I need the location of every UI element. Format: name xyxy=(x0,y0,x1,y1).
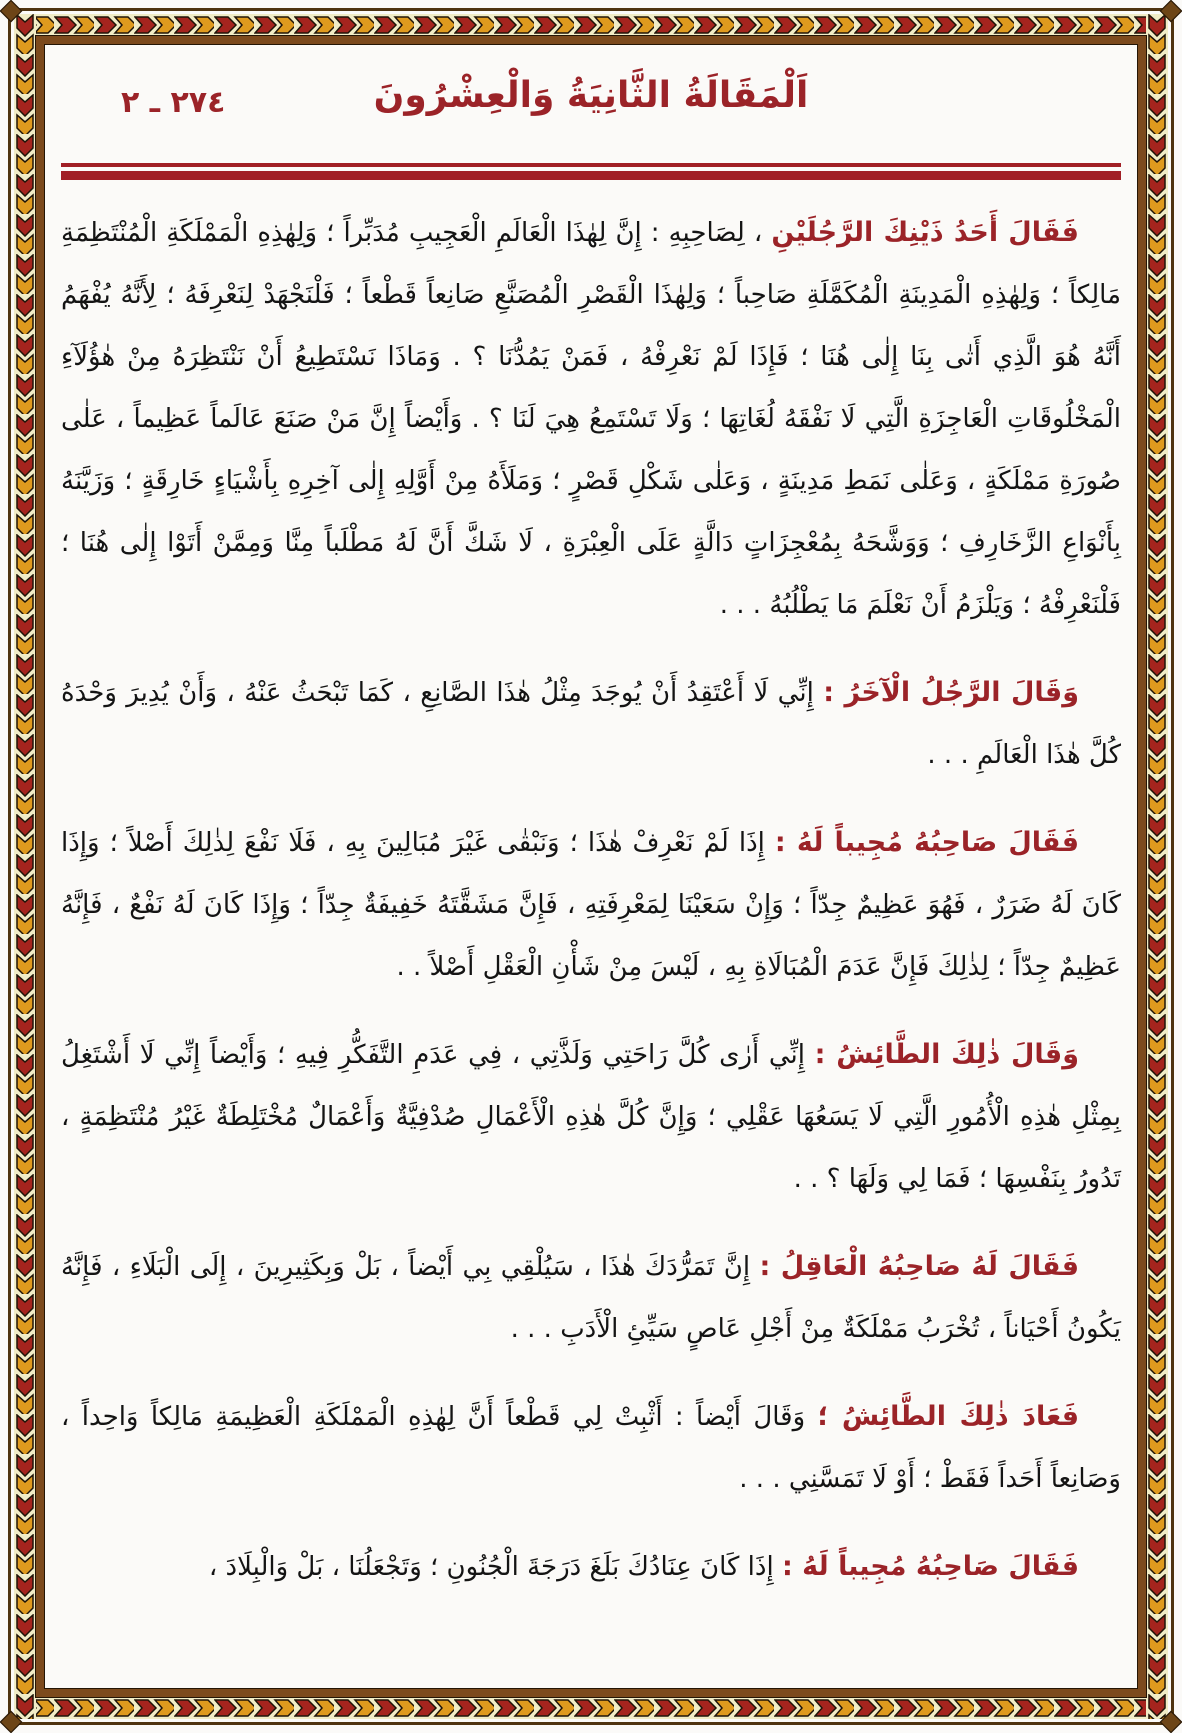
paragraph-text: إِنَّ تَمَرُّدَكَ هٰذَا ، سَيُلْقِي بِي أَيْضاً ، بَلْ وَبِكَثِيرِينَ ، إِلَى الْبَلَاءِ ، فَإِنَّهُ يَكُونُ أَحْيَاناً ، تُخْرَبُ مَمْلَكَةٌ مِنْ أَجْلِ عَاصٍ سَيِّئِ الْأَدَبِ . . . xyxy=(61,1252,1121,1344)
paragraph-lead: وَقَالَ الرَّجُلُ الْآخَرُ : xyxy=(823,677,1080,708)
page-header xyxy=(61,61,1121,157)
paragraph-lead: فَقَالَ صَاحِبُهُ مُجِيباً لَهُ : xyxy=(781,1551,1079,1582)
paragraph-text: إِنِّي أَرٰى كُلَّ رَاحَتِي وَلَذَّتِي ، فِي عَدَمِ التَّفَكُّرِ فِيهِ ؛ وَأَيْضاً إِنِّي لَا أَشْتَغِلُ بِمِثْلِ هٰذِهِ الْأُمُورِ الَّتِي لَا يَسَعُهَا عَقْلِي ؛ وَإِنَّ كُلَّ هٰذِهِ الْأَعْمَالِ صُدْفِيَّةٌ وَأَعْمَالٌ مُخْتَلِطَةٌ غَيْرُ مُنْتَظِمَةٍ ، تَدُورُ بِنَفْسِهَا ؛ فَمَا لِي وَلَهَا ؟ . . xyxy=(61,1040,1121,1194)
border-chain-left xyxy=(14,14,36,1719)
paragraph xyxy=(61,1386,1121,1510)
paragraph-text: إِذَا كَانَ عِنَادُكَ بَلَغَ دَرَجَةَ الْجُنُونِ ؛ وَتَجْعَلُنَا ، بَلْ وَالْبِلَادَ ، xyxy=(208,1552,782,1582)
paragraph-text: إِنِّي لَا أَعْتَقِدُ أَنْ يُوجَدَ مِثْلُ هٰذَا الصَّانِعِ ، كَمَا تَبْحَثُ عَنْهُ ، وَأَنْ يُدِيرَ وَحْدَهُ كُلَّ هٰذَا الْعَالَمِ . . . xyxy=(61,678,1121,770)
border-chain-top xyxy=(14,14,1168,36)
paragraph xyxy=(61,812,1121,998)
paragraph-text: ، لِصَاحِبِهِ : إِنَّ لِهٰذَا الْعَالَمِ الْعَجِيبِ مُدَبِّراً ؛ وَلِهٰذِهِ الْمَمْلَكَةِ الْمُنْتَظِمَةِ مَالِكاً ؛ وَلِهٰذِهِ الْمَدِينَةِ الْمُكَمَّلَةِ صَاحِباً ؛ وَلِهٰذَا الْقَصْرِ الْمُصَنَّعِ صَانِعاً قَطْعاً ؛ فَلْنَجْهَدْ لِنَعْرِفَهُ ؛ لِأَنَّهُ يُفْهَمُ أَنَّهُ هُوَ الَّذِي أَتٰى بِنَا إِلٰى هُنَا ؛ فَإِذَا لَمْ نَعْرِفْهُ ، فَمَنْ يَمُدُّنَا ؟ . وَمَاذَا نَسْتَطِيعُ أَنْ نَنْتَظِرَهُ مِنْ هٰؤُلَآءِ الْمَخْلُوقَاتِ الْعَاجِزَةِ الَّتِي لَا نَفْقَهُ لُغَاتِهَا ؛ وَلَا تَسْتَمِعُ هِيَ لَنَا ؟ . وَأَيْضاً إِنَّ مَنْ صَنَعَ عَالَماً عَظِيماً ، عَلٰى صُورَةِ مَمْلَكَةٍ ، وَعَلٰى نَمَطِ مَدِينَةٍ ، وَعَلٰى شَكْلِ قَصْرٍ ؛ وَمَلَأَهُ مِنْ أَوَّلِهِ إِلٰى آخِرِهِ بِأَشْيَاءٍ خَارِقَةٍ ؛ وَزَيَّنَهُ بِأَنْوَاعِ الزَّخَارِفِ ؛ وَوَشَّحَهُ بِمُعْجِزَاتٍ دَالَّةٍ عَلَى الْعِبْرَةِ ، لَا شَكَّ أَنَّ لَهُ مَطْلَباً مِنَّا وَمِمَّنْ أَتَوْا إِلٰى هُنَا ؛ فَلْنَعْرِفْهُ ؛ وَيَلْزَمُ أَنْ نَعْلَمَ مَا يَطْلُبُهُ . . . xyxy=(61,218,1121,620)
border-chain-right xyxy=(1146,14,1168,1719)
paragraph xyxy=(61,1024,1121,1210)
paragraph xyxy=(61,1536,1121,1598)
paragraph-text: وَقَالَ أَيْضاً : أَثْبِتْ لِي قَطْعاً أَنَّ لِهٰذِهِ الْمَمْلَكَةِ الْعَظِيمَةِ مَالِكاً وَاحِداً ، وَصَانِعاً أَحَداً فَقَطْ ؛ أَوْ لَا تَمَسَّنِي . . . xyxy=(61,1402,1121,1494)
paragraph-text: إِذَا لَمْ نَعْرِفْ هٰذَا ؛ وَنَبْقٰى غَيْرَ مُبَالِينَ بِهِ ، فَلَا نَفْعَ لِذٰلِكَ أَصْلاً ؛ وَإِذَا كَانَ لَهُ ضَرَرٌ ، فَهُوَ عَظِيمٌ جِدّاً ؛ وَإِنْ سَعَيْنَا لِمَعْرِفَتِهِ ، فَإِنَّ مَشَقَّتَهُ خَفِيفَةٌ جِدّاً ؛ وَإِذَا كَانَ لَهُ نَفْعٌ ، فَإِنَّهُ عَظِيمٌ جِدّاً ؛ لِذٰلِكَ فَإِنَّ عَدَمَ الْمُبَالَاةِ بِهِ ، لَيْسَ مِنْ شَأْنِ الْعَقْلِ أَصْلاً . . xyxy=(61,828,1121,982)
paragraph xyxy=(61,1236,1121,1360)
page-content xyxy=(45,45,1137,1688)
paragraph xyxy=(61,202,1121,636)
paragraph-lead: فَقَالَ لَهُ صَاحِبُهُ الْعَاقِلُ : xyxy=(759,1251,1079,1282)
header-rule xyxy=(61,163,1121,180)
page-title: اَلْمَقَالَةُ الثَّانِيَةُ وَالْعِشْرُونَ xyxy=(373,75,809,116)
paragraph xyxy=(61,662,1121,786)
paragraph-lead: فَقَالَ صَاحِبُهُ مُجِيباً لَهُ : xyxy=(774,827,1079,858)
paragraph-lead: فَعَادَ ذٰلِكَ الطَّائِشُ ؛ xyxy=(817,1401,1080,1432)
border-chain-bottom xyxy=(14,1697,1168,1719)
article-body xyxy=(61,202,1121,1598)
header-rule-thin-line xyxy=(61,163,1121,167)
page-number: ٢٧٤ ـ ٢ xyxy=(121,85,226,120)
paragraph-lead: فَقَالَ أَحَدُ ذَيْنِكَ الرَّجُلَيْنِ xyxy=(771,217,1079,248)
header-rule-thick-line xyxy=(61,171,1121,180)
paragraph-lead: وَقَالَ ذٰلِكَ الطَّائِشُ : xyxy=(814,1039,1080,1070)
